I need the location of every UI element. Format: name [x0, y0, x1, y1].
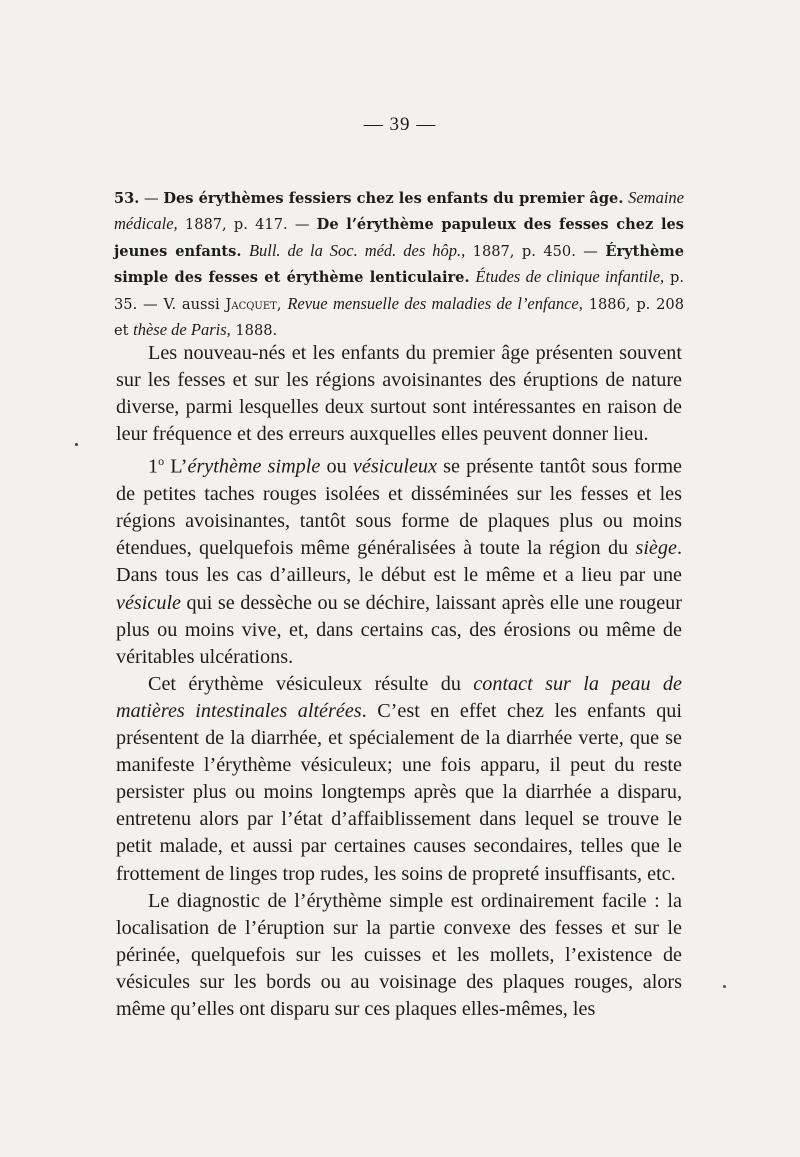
- p2-text-e: . Dans tous les cas d’ailleurs, le début est le même et a lieu par une: [116, 537, 682, 587]
- paragraph-3: [116, 671, 682, 888]
- p3-text-a: Cet érythème vésiculeux résulte du: [148, 672, 474, 695]
- p2-italic-3: siège: [635, 537, 677, 560]
- paragraph-2: [116, 448, 682, 670]
- bib-ref-2: 1887, p. 450. —: [465, 242, 606, 260]
- main-text: [116, 340, 682, 1023]
- p2-italic-1: érythème simple: [187, 456, 321, 479]
- bib-dash: —: [139, 190, 164, 207]
- paragraph-1: Les nouveau-nés et les enfants du premier âge présenten souvent sur les fesses et sur les régions avoisinantes des éruptions de nature diverse, parmi lesquelles deux surtout sont intéressantes en raison de leur fréquence et des erreurs auxquelles elles peuvent donner lieu.: [116, 342, 682, 446]
- p2-text-d: se présente tantôt sous forme de petites taches rouges isolées et disséminées sur les fesses et les régions avoisinantes, tantôt sous forme de plaques plus ou moins étendues, quelquefois même généralisées à toute la région du: [116, 456, 683, 560]
- bib-title-2: De l’érythème papuleux des fesses chez les jeunes enfants.: [114, 216, 684, 260]
- p2-italic-2: vésiculeux: [352, 456, 437, 479]
- bib-journal-3: Études de clinique infantile,: [475, 267, 665, 287]
- bib-journal-1: Semaine médicale,: [114, 188, 684, 234]
- bib-ref-6: 1888.: [230, 322, 278, 340]
- p2-superscript: o: [158, 454, 165, 469]
- bib-ref-3: p. 35. — V. aussi: [114, 269, 684, 313]
- bibliography-note: [114, 185, 684, 343]
- bib-ref-4: ,: [276, 295, 288, 313]
- bib-number: 53.: [114, 190, 140, 207]
- scan-speck: [723, 985, 726, 988]
- page-number: — 39 —: [363, 114, 437, 135]
- bib-author: Jacquet: [225, 295, 277, 313]
- scan-speck: [75, 443, 78, 446]
- bib-journal-4: Revue mensuelle des maladies de l’enfance,: [287, 293, 583, 313]
- p3-italic-1: contact sur la peau de matières intestinales altérées: [116, 672, 682, 722]
- bib-title-1: Des érythèmes fessiers chez les enfants du premier âge.: [163, 190, 624, 207]
- bib-journal-5: thèse de Paris,: [133, 320, 231, 340]
- p2-text-f: qui se dessèche ou se déchire, laissant après elle une rougeur plus ou moins vive, et, dans certains cas, des érosions ou même de véritables ulcérations.: [116, 591, 682, 668]
- bib-ref-1: 1887, p. 417. —: [177, 216, 317, 234]
- p2-text-c: ou: [320, 456, 353, 479]
- p2-text-b: L’: [164, 456, 188, 479]
- p2-italic-4: vésicule: [116, 591, 182, 614]
- paragraph-4: Le diagnostic de l’érythème simple est ordinairement facile : la localisation de l’éruption sur la partie convexe des fesses et sur le périnée, quelquefois sur les cuisses et les mollets, l’existence de vésicules sur les bords ou au voisinage des plaques rouges, alors même qu’elles ont disparu sur ces plaques elles-mêmes, les: [116, 889, 682, 1020]
- bib-journal-2: Bull. de la Soc. méd. des hôp.,: [248, 240, 466, 260]
- p2-numeral: 1: [148, 456, 159, 479]
- p3-text-b: . C’est en effet chez les enfants qui présentent de la diarrhée, et spécialement de la diarrhée verte, que se manifeste l’érythème vésiculeux; une fois apparu, il peut du reste persister plus ou moins longtemps après que la diarrhée a disparu, entretenu alors par l’état d’affaiblissement dans lequel se trouve le petit malade, et aussi par certaines causes secondaires, telles que le frottement de linges trop rudes, les soins de propreté insuffisants, etc.: [116, 699, 682, 885]
- bib-title-3: Érythème simple des fesses et érythème lenticulaire.: [114, 242, 685, 287]
- bib-ref-5: 1886, p. 208 et: [114, 295, 684, 340]
